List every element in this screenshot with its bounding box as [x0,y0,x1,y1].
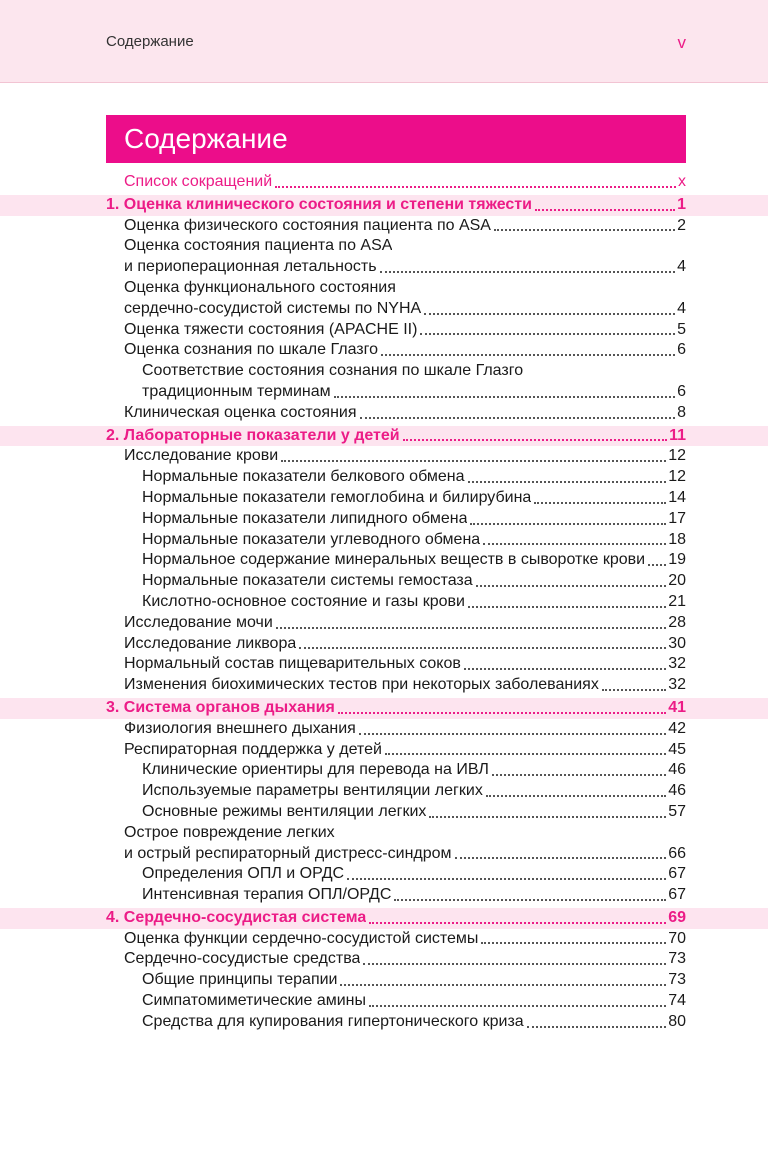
toc-entry-text: 4. Сердечно-сосудистая система [106,908,367,926]
dot-leader [534,502,666,504]
toc-page-number: 11 [669,426,686,444]
dot-leader [468,606,666,608]
toc-entry[interactable] [0,446,768,467]
toc-page-number: 70 [668,929,686,947]
toc-entry[interactable] [0,675,768,696]
toc-page-number: 6 [677,341,686,359]
toc-entry[interactable] [0,509,768,530]
page-number: v [677,33,686,52]
toc-entry-text: Нормальный состав пищеварительных соков [124,655,461,673]
toc-entry[interactable] [0,719,768,740]
toc-page-number: 69 [668,908,686,926]
toc-page-number: 17 [668,509,686,527]
dot-leader [527,1026,667,1028]
toc-entry[interactable] [0,970,768,991]
toc-entry-text: Кислотно-основное состояние и газы крови [142,592,465,610]
toc-entry-text: Нормальное содержание минеральных веществ в сыворотке крови [142,551,646,569]
running-title: Содержание [106,33,194,50]
toc-entry[interactable] [0,320,768,341]
dot-leader [338,712,666,714]
dot-leader [483,543,666,545]
toc-entry-text: Нормальные показатели гемоглобина и билирубина [142,488,532,506]
toc-chapter-entry[interactable] [0,195,768,216]
dot-leader [602,689,666,691]
toc-entry-text: Изменения биохимических тестов при некоторых заболеваниях [124,676,599,694]
toc-entry[interactable] [0,929,768,950]
toc-entry-text: Респираторная поддержка у детей [124,740,382,758]
toc-chapter-entry[interactable] [0,426,768,447]
toc-entry[interactable] [0,781,768,802]
toc-page-number: 32 [668,676,686,694]
toc-entry-text: Определения ОПЛ и ОРДС [142,865,345,883]
toc-page-number: 6 [677,382,686,400]
toc-page-number: 74 [668,992,686,1010]
toc-entry-text: Нормальные показатели липидного обмена [142,509,468,527]
toc-entry-text: Нормальные показатели углеводного обмена [142,530,481,548]
toc-page-number: 80 [668,1012,686,1030]
toc-chapter-entry[interactable] [0,698,768,719]
toc-entry[interactable] [0,340,768,361]
toc-page-number: 19 [668,551,686,569]
toc-entry-text: Интенсивная терапия ОПЛ/ОРДС [142,886,392,904]
dot-leader [394,899,666,901]
toc-entry[interactable] [0,278,768,320]
toc-entry-text: Оценка функции сердечно-сосудистой системы [124,929,479,947]
toc-entry[interactable] [0,530,768,551]
dot-leader [299,647,666,649]
toc-entry[interactable] [0,613,768,634]
toc-page-number: 57 [668,802,686,820]
toc-page-number: 30 [668,634,686,652]
toc-page-number: 32 [668,655,686,673]
dot-leader [360,417,676,419]
dot-leader [369,922,666,924]
toc-entry-text: Симпатомиметические амины [142,992,367,1010]
toc-chapter-entry[interactable] [0,908,768,929]
toc-entry-text: 2. Лабораторные показатели у детей [106,426,400,444]
toc-entry[interactable] [0,403,768,424]
dot-leader [429,816,666,818]
toc-entry[interactable] [0,991,768,1012]
toc-entry[interactable] [0,216,768,237]
toc-entry-text: Клинические ориентиры для перевода на ИВЛ [142,761,489,779]
toc-entry[interactable] [0,802,768,823]
toc-entry-text: 1. Оценка клинического состояния и степени тяжести [106,195,532,213]
toc-entry-text: Оценка состояния пациента по ASA [124,237,393,255]
toc-page-number: 73 [668,950,686,968]
dot-leader [535,209,675,211]
toc-entry[interactable] [0,634,768,655]
toc-page-number: 2 [677,216,686,234]
toc-page-number: 18 [668,530,686,548]
dot-leader [481,942,666,944]
toc-page-number: 66 [668,844,686,862]
toc-entry-text: Основные режимы вентиляции легких [142,802,427,820]
dot-leader [464,668,666,670]
toc-entry-text: 3. Система органов дыхания [106,698,335,716]
toc-page-number: 14 [668,488,686,506]
dot-leader [334,396,675,398]
toc-entry-text: Средства для купирования гипертонического криза [142,1012,524,1030]
toc-entry[interactable] [0,885,768,906]
dot-leader [648,564,666,566]
dot-leader [494,229,675,231]
dot-leader [369,1005,666,1007]
toc-entry[interactable] [0,740,768,761]
toc-entry-text: Оценка сознания по шкале Глазго [124,341,379,359]
dot-leader [359,733,666,735]
toc-entry-text: Оценка физического состояния пациента по ASA [124,216,491,234]
toc-entry[interactable] [0,550,768,571]
dot-leader [363,963,666,965]
dot-leader [381,354,675,356]
toc-entry[interactable] [0,864,768,885]
toc-entry[interactable] [0,467,768,488]
toc-entry-text: Острое повреждение легких [124,823,335,841]
dot-leader [424,313,675,315]
toc-entry-text: традиционным терминам [142,382,331,400]
toc-entry-text: Нормальные показатели системы гемостаза [142,572,473,590]
toc-page-number: 46 [668,761,686,779]
toc-page-number: 41 [668,698,686,716]
toc-entry[interactable] [0,172,768,193]
toc-entry-text: Нормальные показатели белкового обмена [142,468,465,486]
toc-entry[interactable] [0,592,768,613]
toc-entry-text: Соответствие состояния сознания по шкале Глазго [142,362,524,380]
toc-page-number: 28 [668,613,686,631]
dot-leader [275,186,676,188]
toc-page-number: 5 [677,320,686,338]
toc-entry-text: Исследование крови [124,447,279,465]
dot-leader [403,439,667,441]
toc-page-number: 67 [668,865,686,883]
dot-leader [492,774,666,776]
toc-page-number: 4 [677,299,686,317]
toc-entry-text: Физиология внешнего дыхания [124,719,356,737]
toc-page-number: 67 [668,886,686,904]
toc-entry[interactable] [0,236,768,278]
toc-title-banner [106,115,686,163]
toc-entry-text: и острый респираторный дистресс-синдром [124,844,452,862]
dot-leader [470,523,666,525]
toc-entry[interactable] [0,760,768,781]
toc-page-number: 73 [668,971,686,989]
toc-page-number: 21 [668,592,686,610]
dot-leader [468,481,667,483]
running-header [0,0,768,83]
toc-page-number: 20 [668,572,686,590]
toc-entry-text: Общие принципы терапии [142,971,338,989]
toc-entry-text: Используемые параметры вентиляции легких [142,782,483,800]
toc-entry[interactable] [0,949,768,970]
dot-leader [385,753,666,755]
toc-entry-text: сердечно-сосудистой системы по NYHA [124,299,422,317]
toc-page-number: 1 [677,195,686,213]
toc-entry[interactable] [0,488,768,509]
toc-page-number: x [678,173,686,190]
toc-page-number: 42 [668,719,686,737]
toc-entry-text: Исследование ликвора [124,634,297,652]
toc-entry-text: Сердечно-сосудистые средства [124,950,361,968]
dot-leader [276,627,666,629]
dot-leader [340,984,666,986]
toc-entry[interactable] [0,823,768,865]
toc-entry[interactable] [0,361,768,403]
toc-entry-text: Клиническая оценка состояния [124,403,357,421]
toc-page-number: 8 [677,403,686,421]
dot-leader [476,585,667,587]
dot-leader [486,795,666,797]
toc-entry-text: и периоперационная летальность [124,258,377,276]
toc-page-number: 45 [668,740,686,758]
toc-page-number: 12 [668,468,686,486]
toc-entry-text: Исследование мочи [124,613,273,631]
dot-leader [420,333,675,335]
dot-leader [347,878,666,880]
toc-entry-text: Оценка тяжести состояния (APACHE II) [124,320,418,338]
toc-page-number: 12 [668,447,686,465]
toc-entry-text: Оценка функционального состояния [124,278,396,296]
toc-page-number: 46 [668,782,686,800]
toc-page-number: 4 [677,258,686,276]
dot-leader [281,460,666,462]
table-of-contents [0,172,768,1033]
toc-entry[interactable] [0,654,768,675]
toc-entry-text: Список сокращений [124,173,273,190]
dot-leader [455,857,667,859]
toc-title: Содержание [124,123,288,154]
dot-leader [380,271,676,273]
toc-entry[interactable] [0,1012,768,1033]
toc-entry[interactable] [0,571,768,592]
